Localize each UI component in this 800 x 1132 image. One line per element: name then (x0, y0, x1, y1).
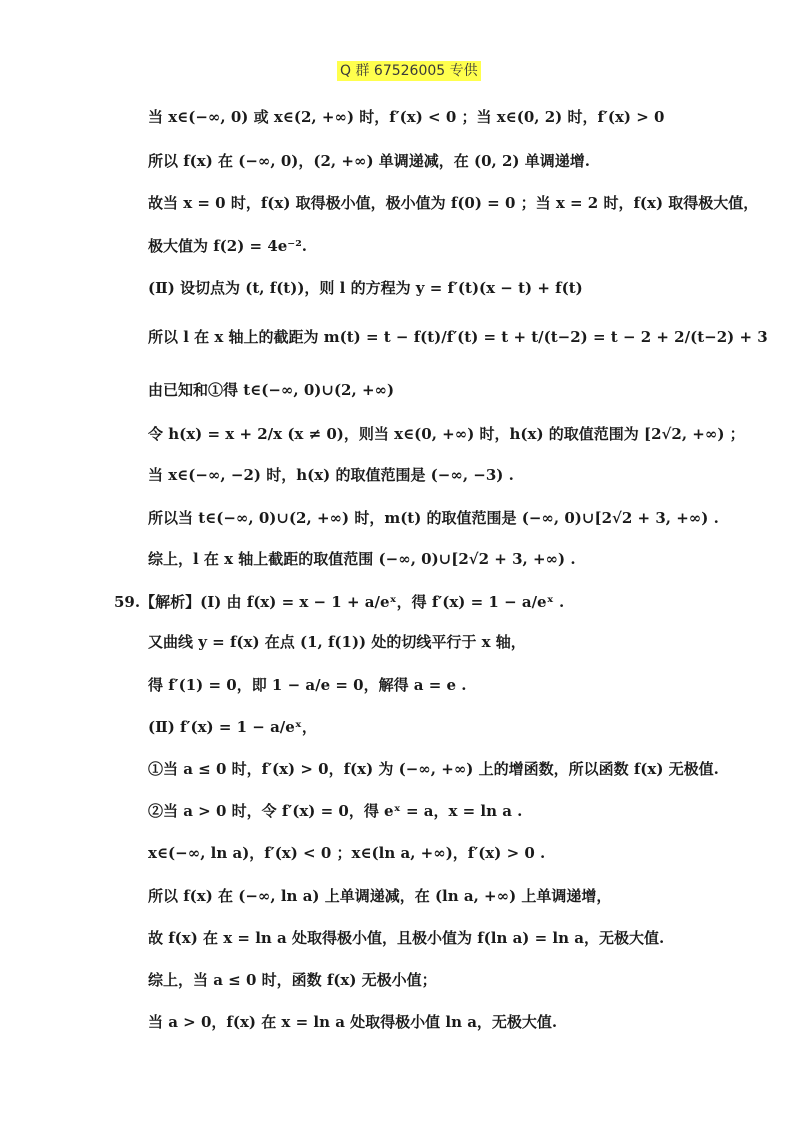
text-line-4: 极大值为 f(2) = 4e⁻². (148, 237, 308, 255)
text-line-9: 当 x∈(−∞, −2) 时，h(x) 的取值范围是 (−∞, −3) . (148, 466, 514, 484)
text-line-10: 所以当 t∈(−∞, 0)∪(2, +∞) 时，m(t) 的取值范围是 (−∞, 0)∪[2√2 + 3, +∞) . (148, 509, 719, 527)
text-line-16: ①当 a ≤ 0 时，f′(x) > 0，f(x) 为 (−∞, +∞) 上的增函数，所以函数 f(x) 无极值. (148, 760, 719, 778)
text-line-22: 当 a > 0，f(x) 在 x = ln a 处取得极小值 ln a，无极大值. (148, 1013, 558, 1031)
text-line-18: x∈(−∞, ln a)，f′(x) < 0 ；x∈(ln a, +∞)，f′(x) > 0 . (148, 844, 546, 862)
text-line-19: 所以 f(x) 在 (−∞, ln a) 上单调递减，在 (ln a, +∞) 上单调递增， (148, 887, 612, 905)
text-line-13: 又曲线 y = f(x) 在点 (1, f(1)) 处的切线平行于 x 轴， (148, 633, 526, 651)
problem-59-heading: 59.【解析】(Ⅰ) 由 f(x) = x − 1 + a/eˣ，得 f′(x) = 1 − a/eˣ . (114, 593, 565, 611)
text-line-5: (Ⅱ) 设切点为 (t, f(t))，则 l 的方程为 y = f′(t)(x − t) + f(t) (148, 279, 583, 297)
text-line-21: 综上，当 a ≤ 0 时，函数 f(x) 无极小值； (148, 971, 437, 989)
text-line-2: 所以 f(x) 在 (−∞, 0)，(2, +∞) 单调递减，在 (0, 2) 单调递增. (148, 152, 590, 170)
text-line-3: 故当 x = 0 时，f(x) 取得极小值，极小值为 f(0) = 0 ；当 x = 2 时，f(x) 取得极大值， (148, 194, 759, 212)
text-line-6: 所以 l 在 x 轴上的截距为 m(t) = t − f(t)/f′(t) = t + t/(t−2) = t − 2 + 2/(t−2) + 3 (148, 328, 768, 346)
watermark-banner: Q 群 67526005 专供 (337, 61, 481, 81)
text-line-15: (Ⅱ) f′(x) = 1 − a/eˣ， (148, 718, 317, 736)
text-line-17: ②当 a > 0 时，令 f′(x) = 0，得 eˣ = a，x = ln a . (148, 802, 523, 820)
text-line-8: 令 h(x) = x + 2/x (x ≠ 0)，则当 x∈(0, +∞) 时，h(x) 的取值范围为 [2√2, +∞) ； (148, 425, 745, 443)
text-line-1: 当 x∈(−∞, 0) 或 x∈(2, +∞) 时，f′(x) < 0 ；当 x∈(0, 2) 时，f′(x) > 0 (148, 108, 665, 126)
text-line-14: 得 f′(1) = 0，即 1 − a/e = 0，解得 a = e . (148, 676, 467, 694)
text-line-20: 故 f(x) 在 x = ln a 处取得极小值，且极小值为 f(ln a) = ln a，无极大值. (148, 929, 665, 947)
text-line-7: 由已知和①得 t∈(−∞, 0)∪(2, +∞) (148, 381, 395, 399)
text-line-11: 综上，l 在 x 轴上截距的取值范围 (−∞, 0)∪[2√2 + 3, +∞) . (148, 550, 576, 568)
